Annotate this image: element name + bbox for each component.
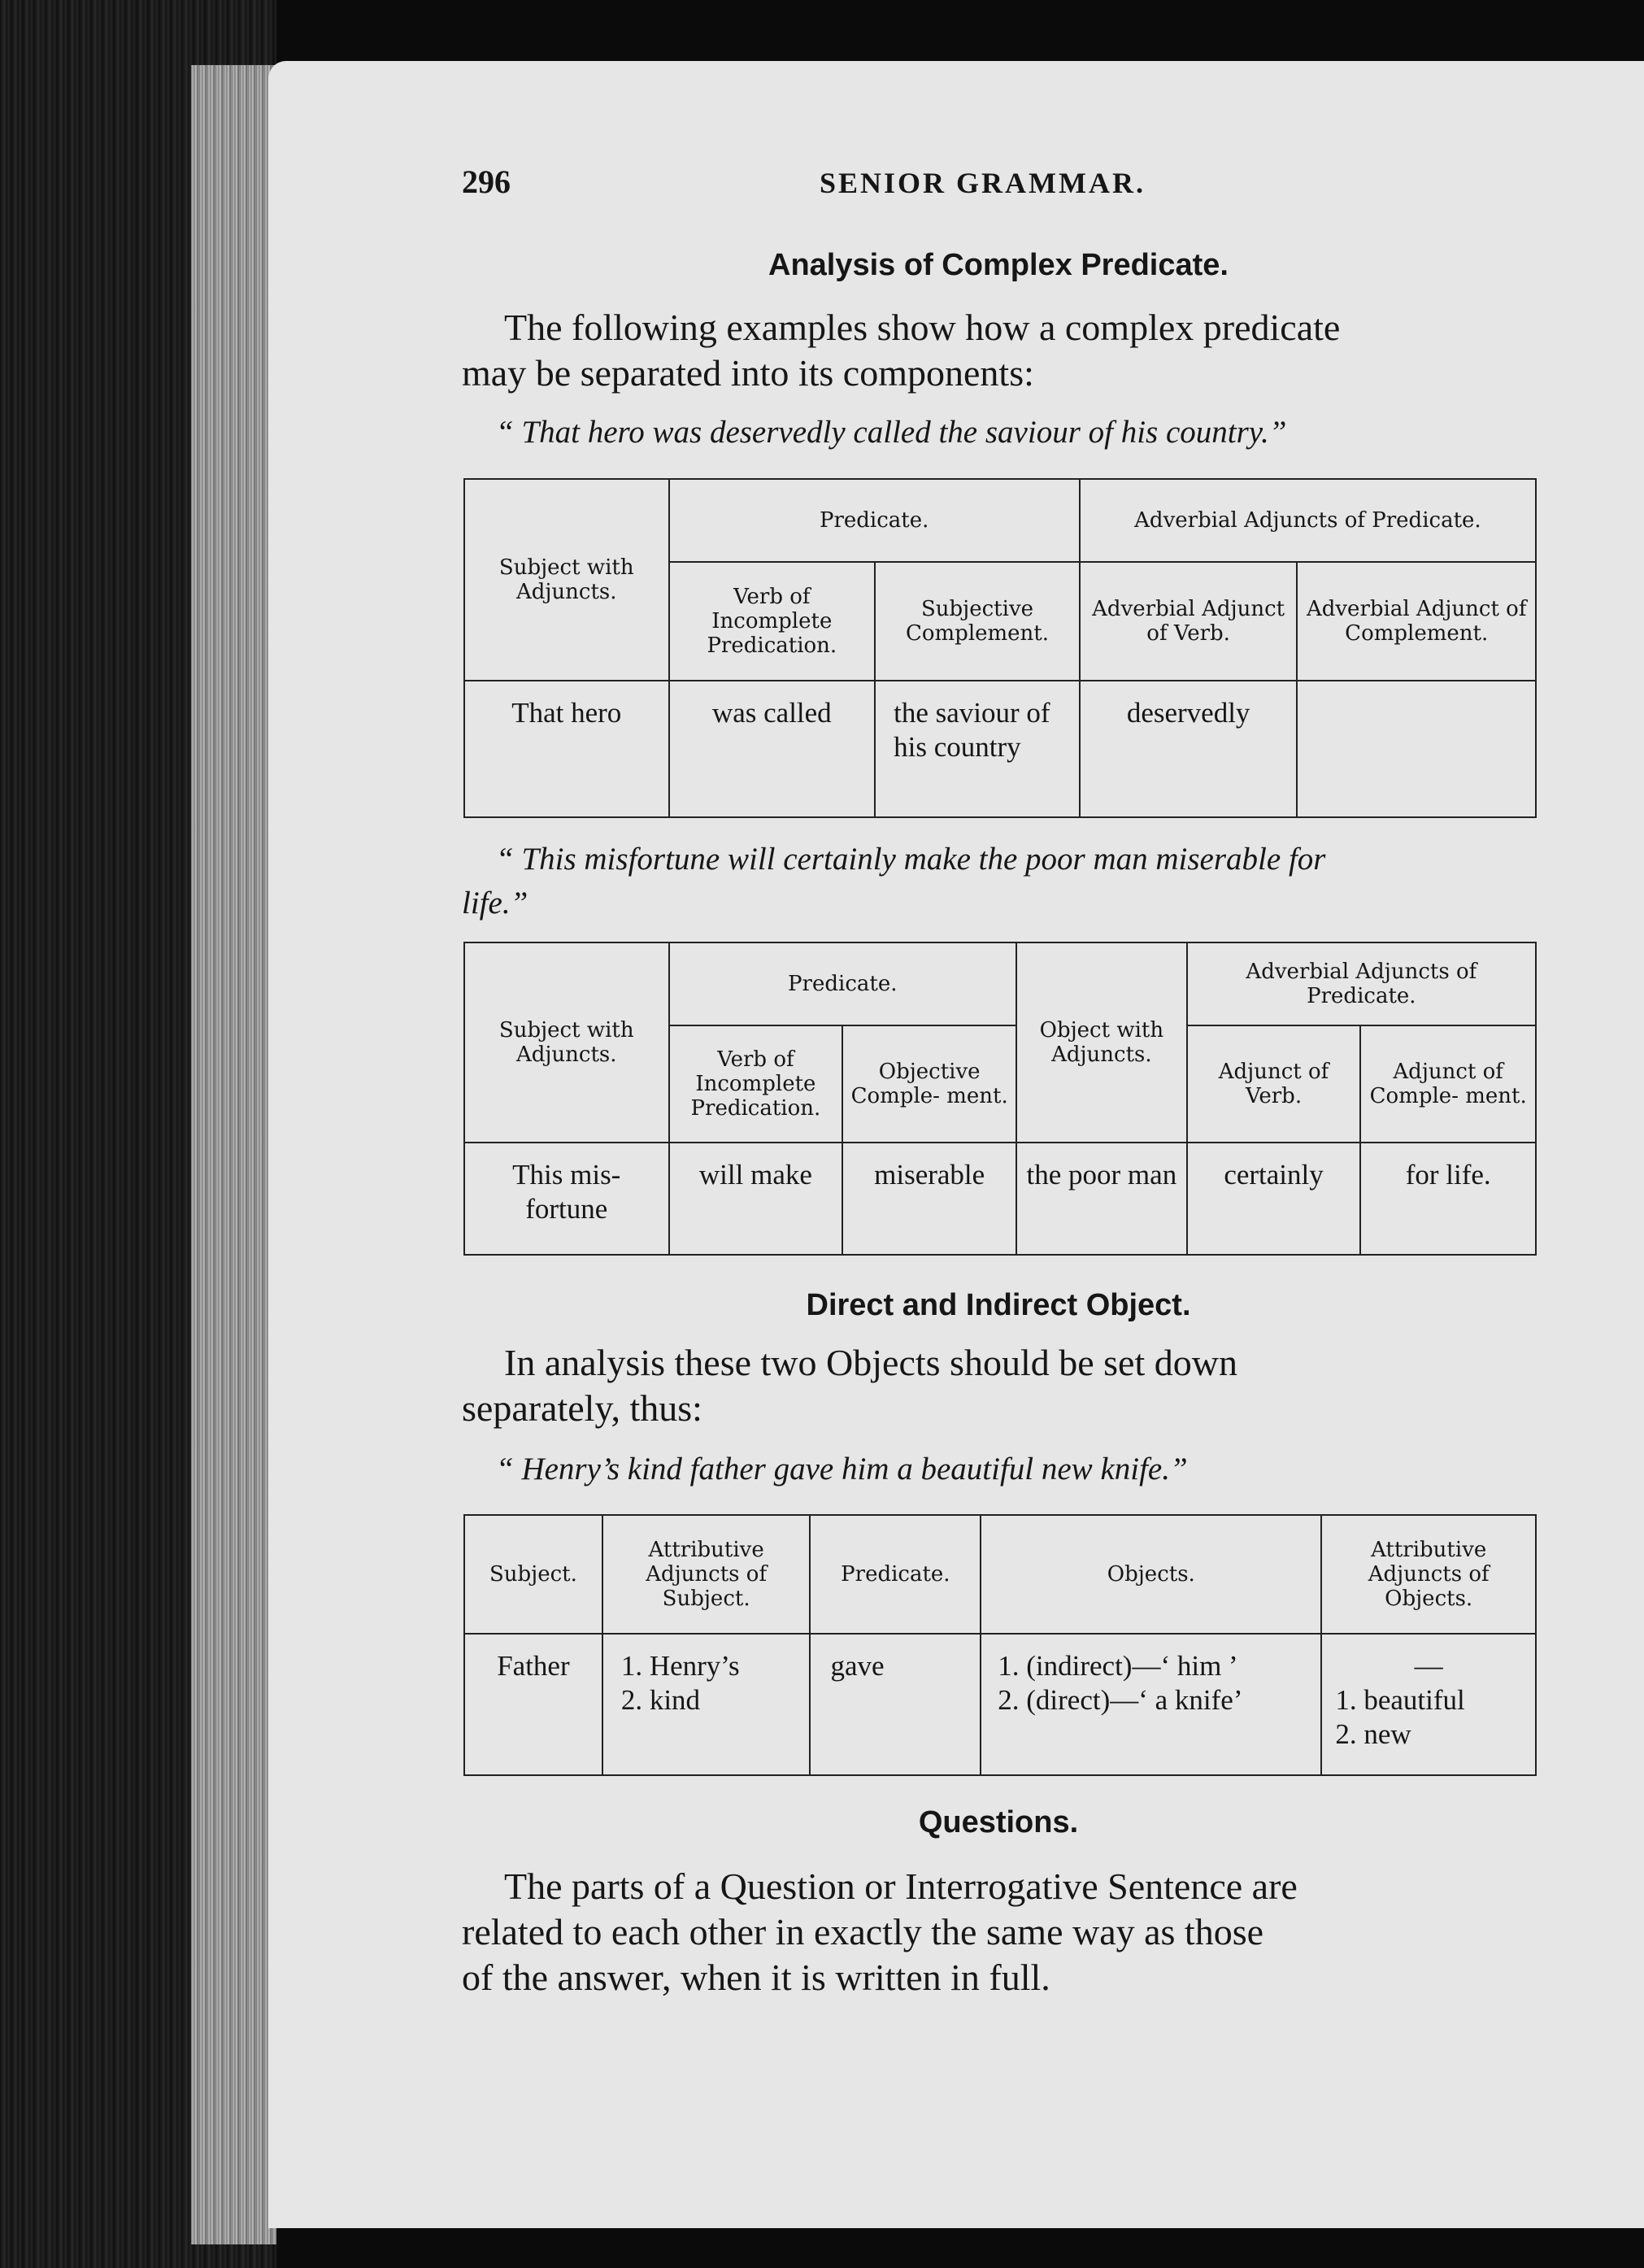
table3-object-item: 1. (indirect)—‘ him ’	[998, 1650, 1238, 1682]
example-quote-2	[462, 838, 1537, 925]
table3-attr-object-item: 2. new	[1335, 1718, 1411, 1750]
table1-header-adv-verb: Adverbial Adjunct of Verb.	[1080, 562, 1298, 681]
table2-cell-adj-complement: for life.	[1360, 1143, 1536, 1255]
analysis-table-3	[463, 1514, 1537, 1776]
table3-cell-attr-subject	[602, 1634, 811, 1775]
table2-header-complement: Objective Comple- ment.	[842, 1025, 1016, 1143]
page-number: 296	[462, 163, 511, 200]
table2-header-object: Object with Adjuncts.	[1016, 942, 1187, 1143]
example-2-line-1: “ This misfortune will certainly make the poor man miserable for	[496, 842, 1326, 877]
table2-header-adj-verb: Adjunct of Verb.	[1187, 1025, 1361, 1143]
page-edges	[191, 65, 276, 2244]
example-2-line-2: life.”	[462, 886, 528, 921]
table3-cell-subject: Father	[464, 1634, 602, 1775]
table3-header-predicate: Predicate.	[810, 1515, 981, 1634]
table2-cell-adj-verb: certainly	[1187, 1143, 1361, 1255]
table1-header-verb: Verb of Incomplete Predication.	[669, 562, 876, 681]
table3-attr-object-item: 1. beautiful	[1335, 1684, 1465, 1716]
section-heading-complex-predicate: Analysis of Complex Predicate.	[768, 248, 1229, 282]
table1-cell-adv-verb: deservedly	[1080, 681, 1298, 817]
questions-line-3: of the answer, when it is written in full.	[462, 1957, 1050, 1998]
table2-header-adverbial: Adverbial Adjuncts of Predicate.	[1187, 942, 1536, 1025]
table3-cell-objects	[981, 1634, 1321, 1775]
table2-header-verb: Verb of Incomplete Predication.	[669, 1025, 843, 1143]
table2-cell-complement: miserable	[842, 1143, 1016, 1255]
example-quote-3: “ Henry’s kind father gave him a beautiful new knife.”	[496, 1452, 1188, 1487]
table2-cell-verb: will make	[669, 1143, 843, 1255]
table1-header-subject: Subject with Adjuncts.	[464, 479, 669, 681]
analysis-table-1	[463, 478, 1537, 818]
section-heading-direct-indirect: Direct and Indirect Object.	[806, 1288, 1191, 1322]
table3-attr-object-item: —	[1414, 1650, 1443, 1682]
intro-line-2: may be separated into its components:	[462, 352, 1034, 394]
table3-header-attr-subject: Attributive Adjuncts of Subject.	[602, 1515, 811, 1634]
table2-header-predicate: Predicate.	[669, 942, 1017, 1025]
intro-line-1: The following examples show how a complex predicate	[504, 307, 1341, 348]
section-heading-questions: Questions.	[918, 1805, 1079, 1839]
questions-line-1: The parts of a Question or Interrogative Sentence are	[504, 1865, 1298, 1907]
table3-header-objects: Objects.	[981, 1515, 1321, 1634]
questions-line-2: related to each other in exactly the same way as those	[462, 1911, 1264, 1952]
table3-object-item: 2. (direct)—‘ a knife’	[998, 1684, 1243, 1716]
table3-header-subject: Subject.	[464, 1515, 602, 1634]
direct-indirect-paragraph	[462, 1340, 1537, 1431]
questions-paragraph	[462, 1864, 1537, 2000]
page-header	[462, 163, 1535, 211]
table2-cell-subject: This mis- fortune	[464, 1143, 669, 1255]
direct-indirect-line-1: In analysis these two Objects should be set down	[504, 1342, 1237, 1383]
table2-header-subject: Subject with Adjuncts.	[464, 942, 669, 1143]
table3-cell-predicate: gave	[810, 1634, 981, 1775]
table3-cell-attr-objects	[1321, 1634, 1536, 1775]
table3-attr-subject-item: 1. Henry’s	[620, 1650, 740, 1682]
table1-cell-complement: the saviour of his country	[875, 681, 1080, 817]
table1-cell-subject: That hero	[464, 681, 669, 817]
table3-attr-subject-item: 2. kind	[620, 1684, 701, 1716]
table1-cell-verb: was called	[669, 681, 876, 817]
analysis-table-2	[463, 942, 1537, 1256]
example-quote-1: “ That hero was deservedly called the saviour of his country.”	[496, 415, 1287, 450]
table1-header-complement: Subjective Complement.	[875, 562, 1080, 681]
table2-cell-object: the poor man	[1016, 1143, 1187, 1255]
table1-header-adv-complement: Adverbial Adjunct of Complement.	[1297, 562, 1536, 681]
running-head: SENIOR GRAMMAR.	[820, 167, 1146, 199]
table1-header-adverbial: Adverbial Adjuncts of Predicate.	[1080, 479, 1536, 562]
table3-header-attr-objects: Attributive Adjuncts of Objects.	[1321, 1515, 1536, 1634]
table1-header-predicate: Predicate.	[669, 479, 1080, 562]
table1-cell-adv-complement	[1297, 681, 1536, 817]
table2-header-adj-complement: Adjunct of Comple- ment.	[1360, 1025, 1536, 1143]
intro-paragraph	[462, 305, 1537, 396]
direct-indirect-line-2: separately, thus:	[462, 1387, 702, 1429]
